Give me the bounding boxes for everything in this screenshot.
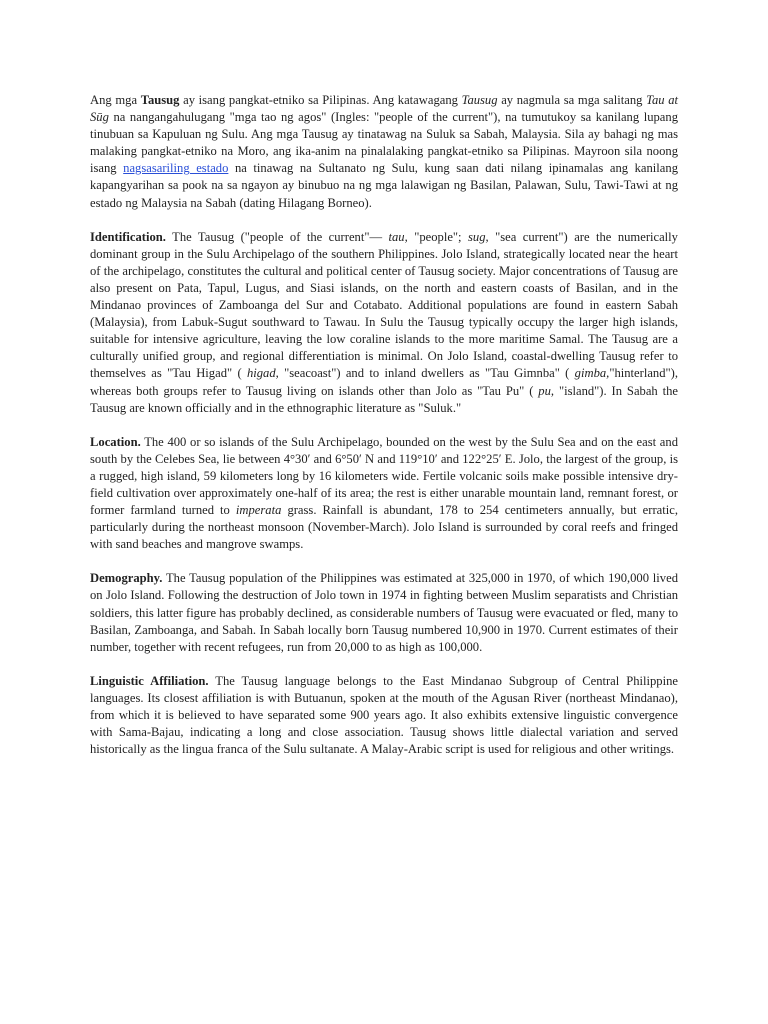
text-run: "sea current") are the numerically dominant group in the Sulu Archipelago of the southern Philippines. Jolo Island, strategically located near the heart of the archipelago, constitutes the cultural and political center of Tausug society. Major concentrations of Tausug are also present on Pata, Tapul, Lugus, and Siasi islands, on the north and eastern coasts of Basilan, and in the Mindanao provinces of Zamboanga del Sur and Cotabato. Additional populations are found in eastern Sabah (Malaysia), from Labuk-Sugut southward to Tawau. In Sulu the Tausug typically occupy the larger high islands, suitable for intensive agriculture, leaving the low coraline islands to the more maritime Samal. The Tausug are a culturally unified group, and regional differentiation is minimal. On Jolo Island, coastal-dwelling Tausug refer to themselves as "Tau Higad" ( <box>90 229 678 381</box>
hyperlink[interactable]: nagsasariling estado <box>123 161 229 176</box>
text-run: "seacoast") and to inland dwellers as "Tau Gimnba" ( <box>278 366 575 381</box>
text-run: na nangangahulugang "mga tao ng agos" (Ingles: "people of the current"), na tumutukoy sa kanilang lupang tinubuan sa Kapuluan ng Sulu. Ang mga Tausug ay tinatawag na Suluk sa Sabah, Malaysia. Sila ay bahagi ng mas malaking pangkat-etniko na Moro, ang ika-anim na pinalalaking pangkat-etniko sa Pilipinas. Mayroon sila noong isang <box>90 110 678 176</box>
text-run: The Tausug ("people of the current"— <box>165 229 389 244</box>
text-run: ay nagmula sa mga salitang <box>497 93 647 107</box>
section-heading: Linguistic Affiliation. <box>90 673 209 688</box>
italic-term: gimba, <box>574 366 610 381</box>
paragraph-5 <box>90 673 678 758</box>
text-run: "island"). In Sabah the Tausug are known officially and in the ethnographic literature as "Suluk." <box>90 383 678 415</box>
text-run: "people"; <box>407 229 468 244</box>
italic-term: tau, <box>388 229 408 244</box>
text-run: "hinterland"), whereas both groups refer to Tausug living on islands other than Jolo as "Tau Pu" ( <box>90 366 678 398</box>
paragraph-3 <box>90 434 678 554</box>
text-run: grass. Rainfall is abundant, 178 to 254 centimeters annually, but erratic, particularly during the northeast monsoon (November-March). Jolo Island is surrounded by coral reefs and fringed with sand beaches and mangrove swamps. <box>90 503 678 552</box>
bold-term: Tausug <box>140 93 180 107</box>
italic-term: Tausug <box>461 93 498 107</box>
italic-term: sug, <box>468 229 489 244</box>
section-heading: Identification. <box>90 229 166 244</box>
text-run: na tinawag na Sultanato ng Sulu, kung saan dati nilang ipinamalas ang kanilang kapangyarihan sa pook na sa ngayon ay binubuo na ng mga lalawigan ng Basilan, Palawan, Sulu, Tawi-Tawi at ng estado ng Malaysia na Sabah (dating Hilagang Borneo). <box>90 161 678 210</box>
section-heading: Location. <box>90 434 141 449</box>
text-run: The 400 or so islands of the Sulu Archipelago, bounded on the west by the Sulu Sea and on the east and south by the Celebes Sea, lie between 4°30′ and 6°50′ N and 119°10′ and 122°25′ E. Jolo, the largest of the group, is a rugged, high island, 59 kilometers long by 16 kilometers wide. Fertile volcanic soils make possible intensive dry-field cultivation over approximately one-half of its area; the rest is either unarable mountain land, remnant forest, or former farmland turned to <box>90 434 678 518</box>
italic-term: imperata <box>235 503 282 518</box>
italic-term: higad, <box>246 366 279 381</box>
paragraph-1 <box>90 92 678 212</box>
italic-term: Tau at Sūg <box>90 93 678 125</box>
paragraph-4 <box>90 570 678 655</box>
document-body <box>90 92 678 775</box>
section-heading: Demography. <box>90 571 163 586</box>
italic-term: pu, <box>538 383 555 398</box>
text-run: ay isang pangkat-etniko sa Pilipinas. Ang katawagang <box>179 93 462 107</box>
text-run: Ang mga <box>90 93 141 107</box>
paragraph-2 <box>90 229 678 417</box>
text-run: The Tausug language belongs to the East Mindanao Subgroup of Central Philippine languages. Its closest affiliation is with Butuanun, spoken at the mouth of the Agusan River (northeast Mindanao), from which it is believed to have separated some 900 years ago. It also exhibits extensive linguistic convergence with Sama-Bajau, indicating a long and close association. Tausug shows little dialectal variation and served historically as the lingua franca of the Sulu sultanate. A Malay-Arabic script is used for religious and other writings. <box>90 673 678 757</box>
text-run: The Tausug population of the Philippines was estimated at 325,000 in 1970, of which 190,000 lived on Jolo Island. Following the destruction of Jolo town in 1974 in fighting between Muslim separatists and Christian soldiers, this latter figure has probably declined, as considerable numbers of Tausug were evacuated or fled, many to Basilan, Zamboanga, and Sabah. In Sabah locally born Tausug numbered 10,900 in 1970. Current estimates of their number, together with recent refugees, run from 20,000 to as high as 100,000. <box>90 571 678 654</box>
